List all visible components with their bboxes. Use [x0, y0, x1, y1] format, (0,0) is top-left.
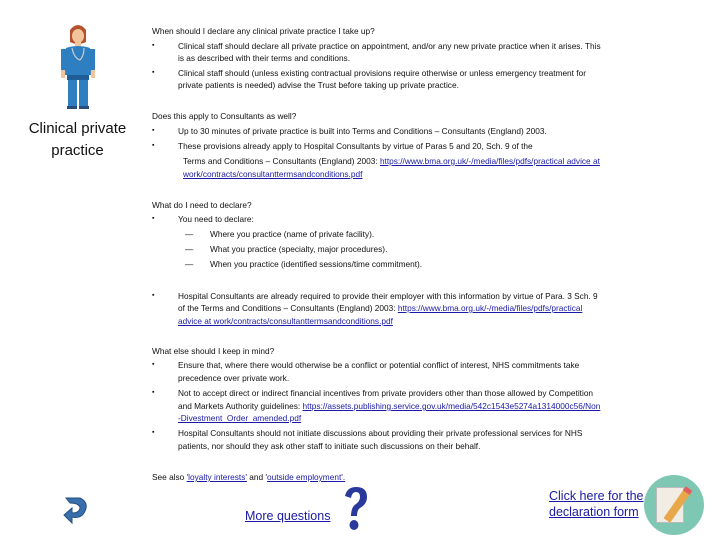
back-arrow-icon[interactable]	[62, 495, 92, 527]
bullet-text: Hospital Consultants are already required to provide their employer with this information by virtue of Para. 3 Sch. 9	[178, 291, 598, 301]
bullet: ▪	[152, 361, 155, 368]
bullet-text: Clinical staff should declare all private practice on appointment, and/or any new private practice when it arises. This	[178, 41, 601, 51]
bullet-text: You need to declare:	[178, 214, 254, 224]
outside-employment-link[interactable]: outside employment'	[267, 472, 343, 482]
bullet: ▪	[152, 42, 155, 49]
declaration-link-line[interactable]: declaration form	[549, 505, 639, 519]
see-also-prefix: See also	[152, 472, 187, 482]
see-also-end: .	[342, 472, 346, 482]
bullet: ▪	[152, 215, 155, 222]
sub-item: Where you practice (name of private facility).	[210, 229, 375, 239]
section-heading: Does this apply to Consultants as well?	[152, 111, 297, 121]
declaration-form-icon[interactable]	[644, 475, 704, 535]
bullet: ▪	[152, 389, 155, 396]
bullet: ▪	[152, 292, 155, 299]
dash: —	[185, 259, 194, 269]
bullet-text: precedence over private work.	[178, 373, 290, 383]
sub-item: When you practice (identified sessions/time commitment).	[210, 259, 423, 269]
bullet-text: These provisions already apply to Hospital Consultants by virtue of Paras 5 and 20, Sch. 9 of the	[178, 141, 533, 151]
bullet: ▪	[152, 142, 155, 149]
cma-guidelines-link[interactable]: https://assets.publishing.service.gov.uk/media/542c1543e5274a1314000c56/Non	[302, 401, 601, 411]
bullet: ▪	[152, 429, 155, 436]
nurse-illustration-icon	[58, 20, 98, 110]
page-title-line: practice	[51, 142, 104, 159]
more-questions-link[interactable]: More questions	[245, 509, 331, 523]
bullet-text: Terms and Conditions – Consultants (England) 2003:	[183, 156, 380, 166]
section-heading: What else should I keep in mind?	[152, 346, 275, 356]
bma-terms-link-2[interactable]: advice at work/contracts/consultanttermsandconditions.pdf	[178, 316, 393, 326]
bullet-text: private patients is needed) advise the Trust before taking up private practice.	[178, 80, 459, 90]
bullet-text-line	[183, 156, 600, 167]
bullet-text: Ensure that, where there would otherwise be a conflict or potential conflict of interest, NHS commitments take	[178, 360, 580, 370]
bullet-text: Hospital Consultants should not initiate discussions about providing their private professional services for NHS	[178, 428, 583, 438]
declaration-link-line[interactable]: Click here for the	[549, 489, 644, 503]
page-title	[20, 118, 135, 162]
bma-terms-link[interactable]: https://www.bma.org.uk/-/media/files/pdfs/practical advice at	[379, 156, 600, 166]
dash: —	[185, 244, 194, 254]
sub-item: What you practice (specialty, major procedures).	[210, 244, 388, 254]
see-also-mid: and '	[246, 472, 267, 482]
section-heading: When should I declare any clinical private practice I take up?	[152, 26, 375, 36]
section-heading: What do I need to declare?	[152, 200, 252, 210]
bullet-text: Not to accept direct or indirect financial incentives from private providers other than those allowed by Competition	[178, 388, 594, 398]
bullet-text: of the Terms and Conditions – Consultants (England) 2003:	[178, 303, 398, 313]
question-mark-icon[interactable]	[343, 486, 369, 532]
loyalty-interests-link[interactable]: 'loyalty interests'	[186, 472, 247, 482]
bullet-text-line	[178, 401, 600, 412]
dash: —	[185, 229, 194, 239]
bullet-text: patients, nor should they ask other staff to initiate such discussions on their behalf.	[178, 441, 481, 451]
bullet-text: Clinical staff should (unless existing contractual provisions require otherwise or unless emergency treatment for	[178, 68, 586, 78]
page-title-line: Clinical private	[28, 120, 127, 137]
bullet-text: Up to 30 minutes of private practice is built into Terms and Conditions – Consultants (England) 2003.	[178, 126, 547, 136]
declaration-form-link[interactable]	[549, 488, 643, 520]
bullet-text: is as described with their terms and conditions.	[178, 53, 351, 63]
bullet-text-line	[178, 303, 582, 314]
bma-terms-link[interactable]: work/contracts/consultanttermsandconditions.pdf	[183, 169, 363, 179]
bullet: ▪	[152, 69, 155, 76]
cma-guidelines-link[interactable]: -Divestment_Order_amended.pdf	[178, 413, 302, 423]
see-also	[152, 472, 345, 483]
bullet-text: and Markets Authority guidelines:	[178, 401, 303, 411]
bma-terms-link-2[interactable]: https://www.bma.org.uk/-/media/files/pdfs/practical	[397, 303, 583, 313]
bullet: ▪	[152, 127, 155, 134]
